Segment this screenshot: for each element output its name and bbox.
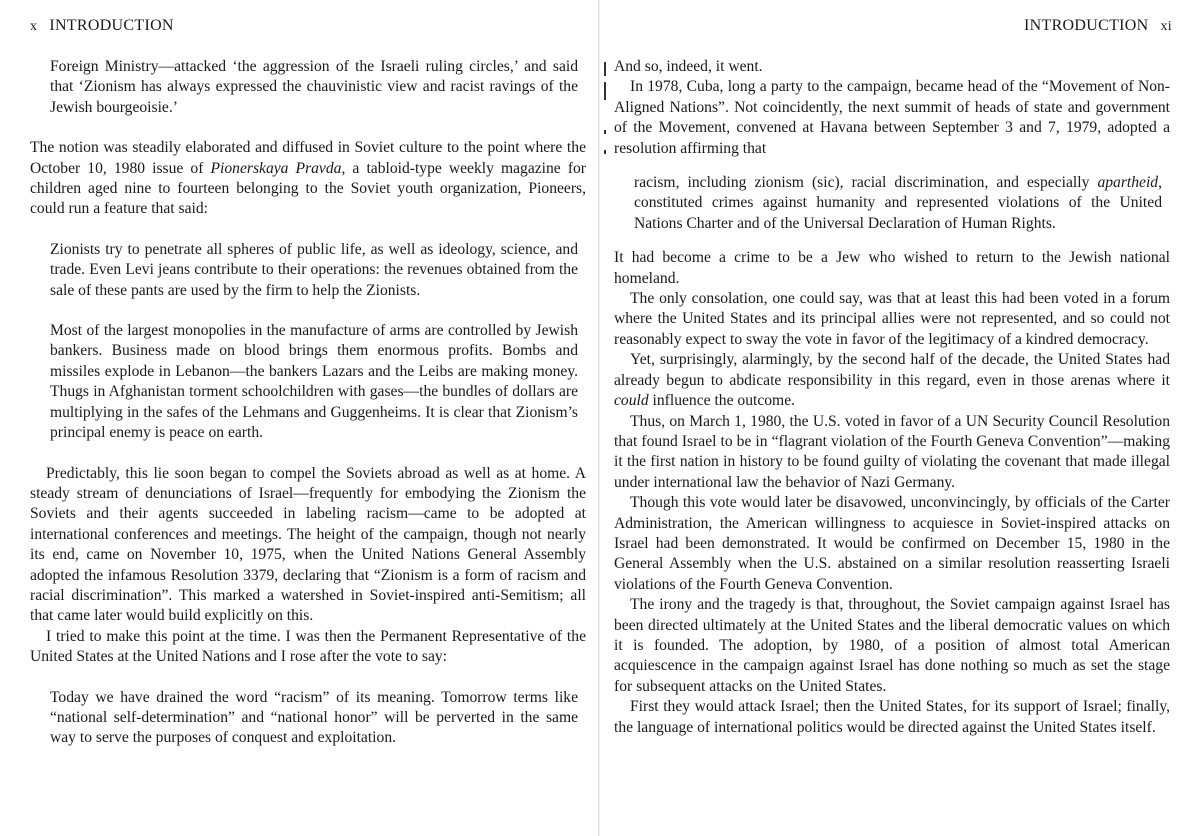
left-body-text (30, 57, 586, 749)
paragraph-text: , a tabloid-type weekly magazine for children aged nine to fourteen belonging to the Soviet youth organization, Pioneers, could run a feature that said: (30, 159, 586, 218)
publication-title: Pionerskaya Pravda (210, 159, 342, 177)
paragraph-march-1980: Thus, on March 1, 1980, the U.S. voted in favor of a UN Security Council Resolution that found Israel to be in “flagrant violation of the Fourth Geneva Convention”—making it the first nation in history to be found guilty of violating the covenant that made illegal under international law the behavior of Nazi Germany. (614, 412, 1170, 491)
left-header-title: INTRODUCTION (49, 17, 174, 34)
right-header-title: INTRODUCTION (1024, 17, 1149, 34)
quote-text: racism, including zionism (sic), racial discrimination, and especially (634, 174, 1098, 192)
block-quote-resolution (634, 173, 1162, 234)
right-running-head (1024, 17, 1172, 35)
paragraph-text: The notion was steadily elaborated and diffused in Soviet culture to the point where the October 10, 1980 issue of (30, 139, 586, 177)
paragraph-permanent-representative: I tried to make this point at the time. I was then the Permanent Representative of the United States at the United Nations and I rose after the vote to say: (30, 627, 586, 666)
paragraph-text: influence the outcome. (648, 392, 796, 410)
paragraph-predictably: Predictably, this lie soon began to compel the Soviets abroad as well as at home. A steady stream of denunciations of Israel—frequently for embodying the Zionism the Soviets and their agents succeeded in labeling racism—came to be adopted at international conferences and meetings. The height of the campaign, though not nearly its end, came on November 10, 1975, when the United Nations General Assembly adopted the infamous Resolution 3379, declaring that “Zionism is a form of racism and racial discrimination”. This marked a watershed in Soviet-inspired anti-Semitism; all that came later would build explicitly on this. (30, 464, 586, 625)
quote-text: , constituted crimes against humanity and represented violations of the United Nations Charter and of the Universal Declaration of Human Rights. (634, 174, 1162, 232)
paragraph-irony: The irony and the tragedy is that, throughout, the Soviet campaign against Israel has been directed ultimately at the United States and the liberal democratic values on which it is founded. The adoption, by 1980, of a position of almost total American acquiescence in the campaign against Israel has done nothing so much as set the stage for subsequent attacks on the United States. (614, 596, 1170, 695)
italic-term: apartheid (1097, 174, 1159, 192)
paragraph-cuba: In 1978, Cuba, long a party to the campaign, became head of the “Movement of Non-Aligned Nations”. Not coincidently, the next summit of heads of state and government of the Movement, convened at Havana between September 3 and 7, 1979, adopted a resolution affirming that (614, 78, 1170, 157)
paragraph-disavowed: Though this vote would later be disavowed, unconvincingly, by officials of the Carter Administration, the American willingness to acquiesce in Soviet-inspired attacks on Israel had been demonstrated. It would be confirmed on December 15, 1980 in the General Assembly when the U.S. abstained on a similar resolution reasserting Israeli violations of the Fourth Geneva Convention. (614, 494, 1170, 593)
scan-mark (604, 62, 606, 76)
paragraph-first-they: First they would attack Israel; then the United States, for its support of Israel; finally, the language of international politics would be directed against the United States itself. (614, 698, 1170, 736)
scan-mark (604, 130, 606, 134)
right-page (600, 0, 1200, 836)
left-page (0, 0, 598, 836)
scan-mark (604, 82, 606, 100)
block-quote-racism-meaning: Today we have drained the word “racism” of its meaning. Tomorrow terms like “national self-determination” and “national honor” will be perverted in the same way to serve the purposes of conquest and exploitation. (50, 688, 578, 747)
block-quote-foreign-ministry: Foreign Ministry—attacked ‘the aggression of the Israeli ruling circles,’ and said that ‘Zionism has always expressed the chauvinistic view and racist ravings of the Jewish bourgeoisie.’ (50, 58, 578, 116)
right-body-text (614, 57, 1170, 738)
left-folio: x (30, 19, 38, 34)
block-quote-monopolies: Most of the largest monopolies in the manufacture of arms are controlled by Jewish bankers. Business made on blood brings them enormous profits. Bombs and missiles explode in Lebanon—the bankers Lazars and the Leibs are making money. Thugs in Afghanistan torment schoolchildren with gases—the bundles of dollars are multiplying in the safes of the Lehmans and Guggenheims. It is clear that Zionism’s principal enemy is peace on earth. (50, 322, 578, 442)
paragraph-consolation: The only consolation, one could say, was that at least this had been voted in a forum where the United States and its principal allies were not represented, and so could not reasonably expect to sway the vote in favor of the legitimacy of a kindred democracy. (614, 290, 1170, 348)
paragraph-text: Yet, surprisingly, alarmingly, by the second half of the decade, the United States had already begun to abdicate responsibility in this regard, even in those arenas where it (614, 351, 1170, 389)
scan-mark (604, 150, 606, 154)
paragraph-pionerskaya (30, 138, 586, 220)
paragraph-and-so: And so, indeed, it went. (614, 58, 763, 75)
left-running-head (30, 17, 174, 35)
right-folio: xi (1160, 19, 1172, 34)
block-quote-levi-jeans: Zionists try to penetrate all spheres of public life, as well as ideology, science, and trade. Even Levi jeans contribute to their operations: the revenues obtained from the sale of these pants are used by the firm to help the Zionists. (50, 240, 578, 299)
paragraph-crime: It had become a crime to be a Jew who wished to return to the Jewish national homeland. (614, 249, 1170, 287)
italic-word: could (614, 392, 649, 410)
paragraph-surprisingly (614, 350, 1170, 411)
